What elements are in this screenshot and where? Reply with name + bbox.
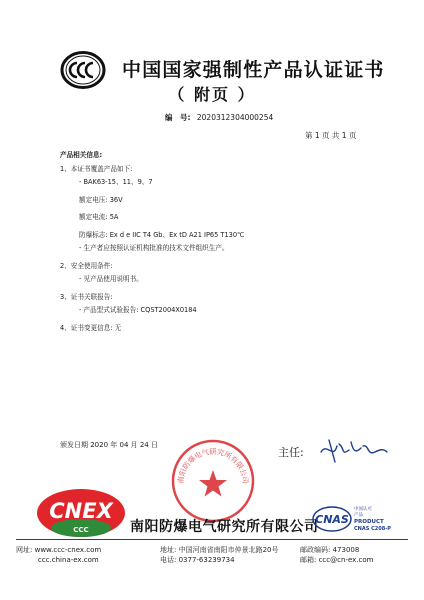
production-note: - 生产者应按照认证机构批准的技术文件组织生产。 (79, 244, 229, 252)
cnex-logo-text: CNEX (49, 499, 113, 523)
cnas-logo (312, 502, 398, 536)
section-title: 产品相关信息: (60, 151, 103, 159)
director-label: 主任: (278, 446, 304, 459)
certificate-number (165, 112, 273, 123)
website-link-1[interactable]: www.ccc-cnex.com (34, 546, 102, 554)
cnas-logo-text: CNAS (315, 513, 349, 526)
svg-text:产品: 产品 (354, 513, 363, 518)
rated-current: 额定电流: 5A (79, 213, 119, 221)
product-info-section (60, 150, 380, 333)
svg-text:中国认可: 中国认可 (354, 507, 372, 512)
svg-text:PRODUCT: PRODUCT (354, 519, 384, 525)
official-seal (170, 438, 256, 524)
website-label: 网址: (16, 546, 33, 554)
phone: 电话: 0377-63239734 (160, 556, 235, 564)
website-link-2[interactable]: ccc.china-ex.com (38, 556, 99, 564)
postcode: 邮政编码: 473008 (300, 546, 360, 554)
footer-postal (300, 545, 373, 565)
safe-use-note: - 见产品使用说明书。 (79, 275, 143, 283)
cnex-logo-sub: CCC (73, 526, 89, 534)
explosion-proof-mark: 防爆标志: Ex d e IIC T4 Gb、Ex tD A21 IP65 T130℃ (79, 230, 245, 239)
footer-contact (160, 545, 279, 565)
footer-website (16, 545, 101, 565)
certificate-title: 中国国家强制性产品认证证书 (122, 59, 385, 81)
certificate-subtitle: （ 附页 ） (168, 85, 256, 104)
director-signature (315, 434, 390, 464)
item-3-title: 3、证书关联报告: (60, 292, 113, 301)
svg-text:CNAS C208-P: CNAS C208-P (354, 526, 391, 532)
page-info: 第 1 页 共 1 页 (305, 131, 357, 140)
issue-date: 颁发日期 2020 年 04 月 24 日 (60, 441, 158, 449)
item-1-title: 1、本证书覆盖产品如下: (60, 164, 133, 173)
product-models: - BAK63-15、11、9、7 (79, 178, 153, 186)
test-report: - 产品型式试验报告: CQST2004X0184 (79, 306, 197, 314)
number-value: 2020312304000254 (196, 113, 274, 122)
rated-voltage: 额定电压: 36V (79, 195, 123, 204)
cnex-logo (33, 485, 129, 543)
organization-name: 南阳防爆电气研究所有限公司 (130, 519, 319, 535)
item-4-title: 4、证书变更信息: 无 (60, 323, 122, 332)
footer-divider (16, 539, 408, 540)
svg-text:南阳防爆电气研究所有限公司: 南阳防爆电气研究所有限公司 (175, 447, 251, 485)
address: 地址: 中国河南省南阳市仲景北路20号 (160, 546, 279, 554)
number-label: 编 号: (165, 113, 191, 122)
item-2-title: 2、安全使用条件: (60, 261, 113, 270)
email[interactable]: 邮箱: ccc@cn-ex.com (300, 556, 374, 564)
